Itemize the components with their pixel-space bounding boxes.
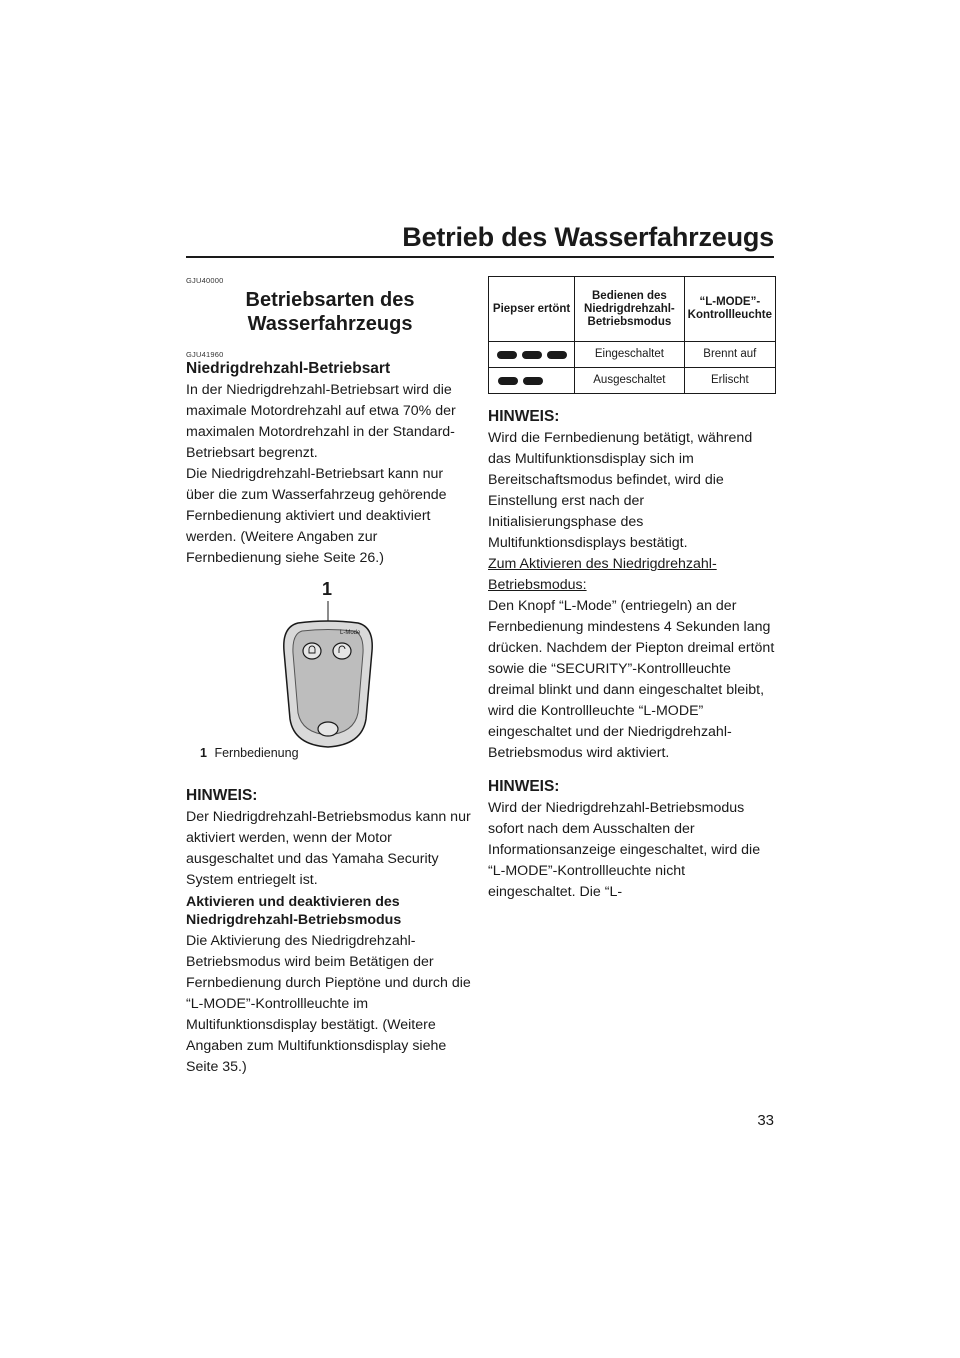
caption-text: Fernbedienung [214, 746, 299, 760]
figure-callout-number: 1 [322, 579, 333, 599]
table-header-beeper: Piepser ertönt [489, 277, 575, 342]
device-label: L-Mode [340, 630, 361, 636]
table-row [489, 368, 776, 394]
page-header-title: Betrieb des Wasserfahrzeugs [402, 222, 774, 252]
note-text-2: Wird der Niedrigdrehzahl-Betriebsmodus sofort nach dem Ausschalten der Informationsanzeige eingeschaltet, wird die “L-MODE”-Kontrollleuchte nicht eingeschaltet. Die “L- [488, 800, 761, 900]
paragraph-activation: Die Aktivierung des Niedrigdrehzahl-Betriebsmodus wird beim Betätigen der Fernbedienung durch Pieptöne und durch die “L-MODE”-Kontrollleuchte im Multifunktionsdisplay bestätigt. (Weitere Angaben zum Multifunktionsdisplay siehe Seite 35.) [186, 933, 471, 1075]
table-header-row [489, 277, 776, 342]
mode-table [488, 276, 776, 394]
caption-number: 1 [200, 746, 207, 760]
remote-control-illustration [186, 601, 474, 761]
figure-caption [200, 745, 299, 761]
table-header-mode: Bedienen des Niedrigdrehzahl-Betriebsmodus [575, 277, 685, 342]
left-column [186, 276, 474, 1078]
beep-icon [497, 351, 517, 359]
section-title-line1: Betriebsarten des [245, 289, 415, 311]
paragraph-remote: Die Niedrigdrehzahl-Betriebsart kann nur über die zum Wasserfahrzeug gehörende Fernbedienung aktiviert und deaktiviert werden. (Weitere Angaben zur Fernbedienung siehe Seite 26.) [186, 466, 447, 566]
note-text: Der Niedrigdrehzahl-Betriebsmodus kann nur aktiviert werden, wenn der Motor ausgeschaltet und das Yamaha Security System entriegelt ist. [186, 809, 471, 888]
note-heading-2: HINWEIS: [488, 778, 560, 795]
note-heading: HINWEIS: [186, 787, 258, 804]
activate-heading: Aktivieren und deaktivieren des Niedrigdrehzahl-Betriebsmodus [186, 894, 402, 928]
table-header-lamp: “L-MODE”-Kontrollleuchte [684, 277, 775, 342]
subsection-title: Niedrigdrehzahl-Betriebsart [186, 360, 391, 377]
beep-indicator-two [492, 377, 571, 385]
beep-icon [498, 377, 518, 385]
section-title [186, 288, 474, 336]
beep-icon [523, 377, 543, 385]
header-rule [186, 256, 774, 258]
beep-icon [547, 351, 567, 359]
beep-icon [522, 351, 542, 359]
mode-cell: Eingeschaltet [575, 342, 685, 368]
section-code: GJU40000 [186, 276, 224, 285]
lamp-cell: Brennt auf [684, 342, 775, 368]
note-text-1: Wird die Fernbedienung betätigt, während das Multifunktionsdisplay sich im Bereitschaftsmodus befindet, wird die Einstellung erst nach der Initialisierungsphase des Multifunktionsdisplays bestätigt. [488, 430, 753, 551]
beep-cell [489, 342, 575, 368]
underline-heading: Zum Aktivieren des Niedrigdrehzahl-Betriebsmodus: [488, 556, 717, 593]
lamp-cell: Erlischt [684, 368, 775, 394]
note-heading-1: HINWEIS: [488, 408, 560, 425]
right-column [488, 276, 776, 903]
subsection-code: GJU41960 [186, 350, 224, 359]
beep-indicator-three [492, 351, 571, 359]
paragraph-intro: In der Niedrigdrehzahl-Betriebsart wird die maximale Motordrehzahl auf etwa 70% der maximalen Motordrehzahl in der Standard-Betriebsart begrenzt. [186, 382, 456, 461]
mode-cell: Ausgeschaltet [575, 368, 685, 394]
section-title-line2: Wasserfahrzeugs [247, 313, 413, 335]
paragraph-activate-steps: Den Knopf “L-Mode” (entriegeln) an der Fernbedienung mindestens 4 Sekunden lang drücken. Nachdem der Piepton dreimal ertönt sowie die “SECURITY”-Kontrollleuchte dreimal blinkt und dann eingeschaltet bleibt, wird die Kontrollleuchte “L-MODE” eingeschaltet und der Niedrigdrehzahl-Betriebsmodus wird aktiviert. [488, 598, 775, 761]
beep-cell [489, 368, 575, 394]
page-number: 33 [757, 1112, 774, 1129]
remote-control-figure [186, 575, 474, 761]
table-row [489, 342, 776, 368]
